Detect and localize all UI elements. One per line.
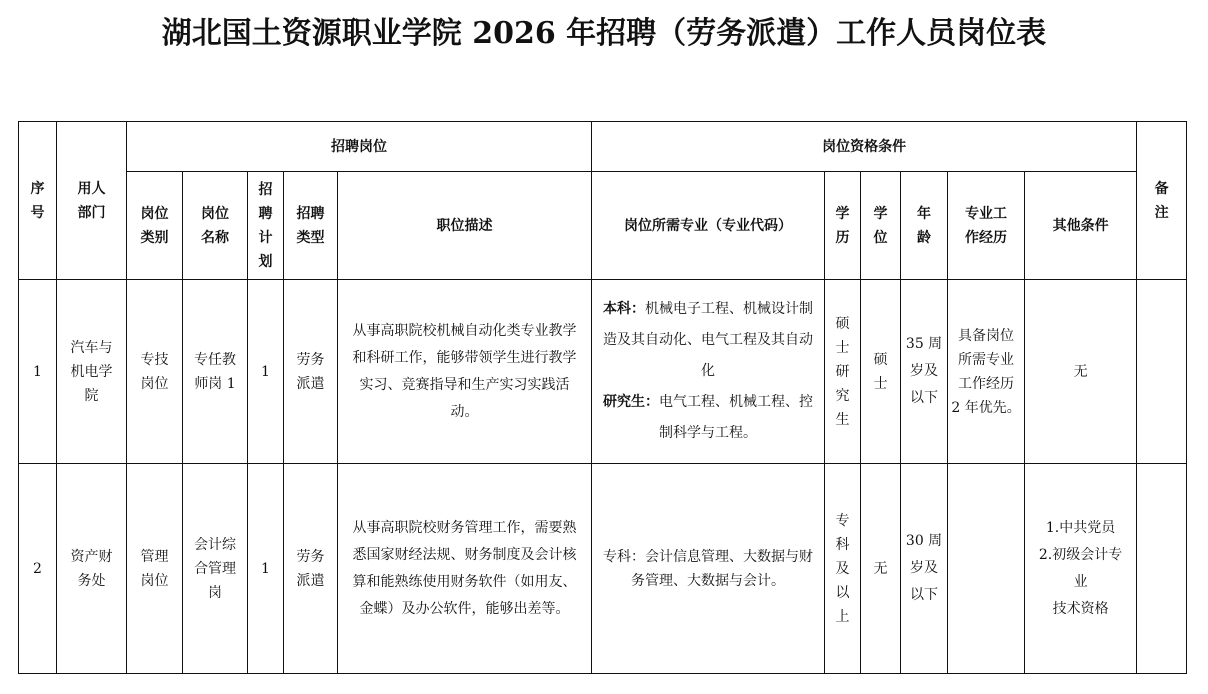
header-major: 岗位所需专业（专业代码）: [592, 172, 825, 280]
row-dept: 汽车与 机电学 院: [57, 280, 127, 464]
table-row: [19, 464, 1187, 674]
row-desc: 从事高职院校财务管理工作，需要熟悉国家财经法规、财务制度及会计核算和能熟练使用财务软件（如用友、金蝶）及办公软件，能够出差等。: [338, 464, 592, 674]
row-name: 会计综 合管理 岗: [183, 464, 248, 674]
header-degree: 学 位: [861, 172, 901, 280]
row-note: [1137, 464, 1187, 674]
row-category: 管理 岗位: [127, 464, 183, 674]
row-dept: 资产财 务处: [57, 464, 127, 674]
row-other: 1.中共党员 2.初级会计专业 技术资格: [1025, 464, 1137, 674]
major-label-undergrad: 本科：: [603, 301, 646, 317]
header-group-qualification: 岗位资格条件: [592, 122, 1137, 172]
row-type: 劳务 派遣: [284, 464, 338, 674]
row-type: 劳务 派遣: [284, 280, 338, 464]
row-age: 35 周 岁及 以下: [901, 280, 948, 464]
row-degree: 硕 士: [861, 280, 901, 464]
header-plan: 招 聘 计 划: [248, 172, 284, 280]
row-seq: 2: [19, 464, 57, 674]
header-seq: 序 号: [19, 122, 57, 280]
row-plan: 1: [248, 464, 284, 674]
header-note: 备 注: [1137, 122, 1187, 280]
header-age: 年 龄: [901, 172, 948, 280]
row-note: [1137, 280, 1187, 464]
row-exp: [948, 464, 1025, 674]
row-category: 专技 岗位: [127, 280, 183, 464]
header-exp: 专业工 作经历: [948, 172, 1025, 280]
row-seq: 1: [19, 280, 57, 464]
header-other: 其他条件: [1025, 172, 1137, 280]
header-name: 岗位 名称: [183, 172, 248, 280]
row-name: 专任教 师岗 1: [183, 280, 248, 464]
row-plan: 1: [248, 280, 284, 464]
major-text-undergrad: 机械电子工程、机械设计制造及其自动化、电气工程及其自动化: [603, 301, 814, 379]
row-degree: 无: [861, 464, 901, 674]
header-group-position: 招聘岗位: [127, 122, 592, 172]
row-age: 30 周 岁及 以下: [901, 464, 948, 674]
header-desc: 职位描述: [338, 172, 592, 280]
page-title: 湖北国土资源职业学院 2026 年招聘（劳务派遣）工作人员岗位表: [161, 16, 1047, 51]
table-row: [19, 280, 1187, 464]
row-exp: 具备岗位 所需专业 工作经历 2 年优先。: [948, 280, 1025, 464]
major-label-graduate: 研究生：: [603, 394, 660, 410]
row-major: 专科：会计信息管理、大数据与财务管理、大数据与会计。: [592, 464, 825, 674]
row-major: [592, 280, 825, 464]
major-text-graduate: 电气工程、机械工程、控制科学与工程。: [659, 394, 814, 441]
row-desc: 从事高职院校机械自动化类专业教学和科研工作，能够带领学生进行教学实习、竞赛指导和生产实习实践活动。: [338, 280, 592, 464]
row-other: 无: [1025, 280, 1137, 464]
row-edu: 专 科 及 以 上: [825, 464, 861, 674]
header-edu: 学 历: [825, 172, 861, 280]
header-type: 招聘 类型: [284, 172, 338, 280]
header-category: 岗位 类别: [127, 172, 183, 280]
positions-table: [18, 121, 1187, 674]
row-edu: 硕 士 研 究 生: [825, 280, 861, 464]
header-dept: 用人 部门: [57, 122, 127, 280]
